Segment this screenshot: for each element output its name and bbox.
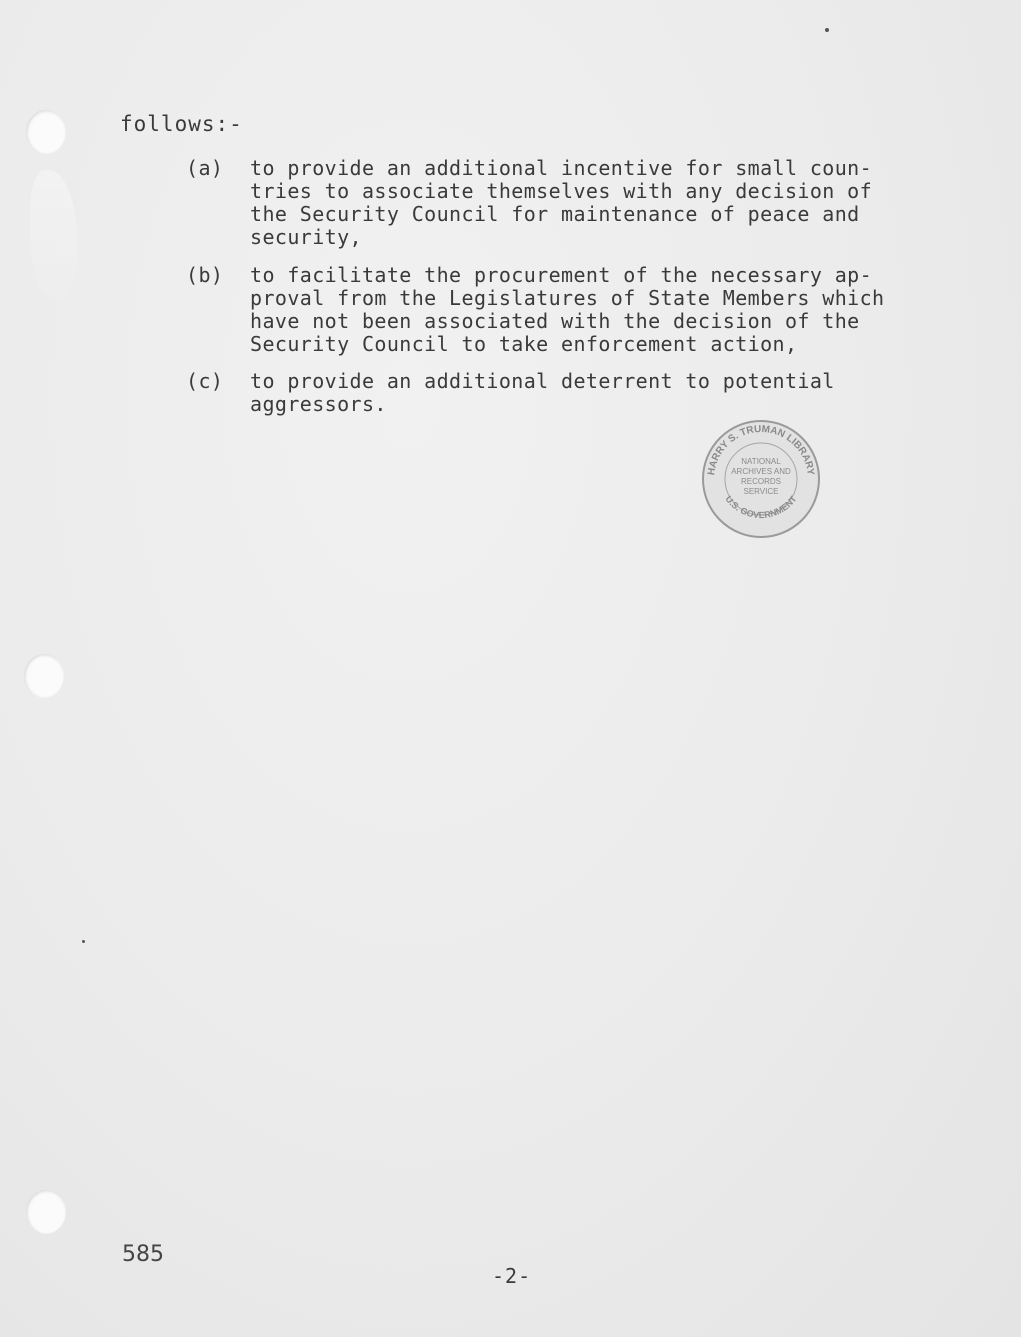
stamp-inner-line: NATIONAL: [741, 457, 781, 466]
document-number: 585: [122, 1242, 164, 1267]
opening-text: follows:-: [120, 112, 243, 136]
stamp-inner-line: SERVICE: [743, 487, 779, 496]
paper-speck: [82, 940, 85, 943]
paper-speck: [825, 28, 829, 32]
list-item-marker: (a): [186, 156, 224, 180]
stamp-inner-line: RECORDS: [740, 477, 782, 486]
stamp-outer-text: HARRY S. TRUMAN LIBRARY: [706, 423, 816, 476]
archive-stamp: [700, 418, 822, 540]
text-line: the Security Council for maintenance of peace and: [250, 202, 860, 226]
text-line: to provide an additional incentive for small coun-: [250, 156, 873, 180]
text-line: have not been associated with the decision of the: [250, 309, 860, 333]
list-item-text: [250, 264, 930, 356]
list-item-text: [250, 157, 930, 249]
punch-hole-bottom: [26, 1190, 66, 1234]
text-line: Security Council to take enforcement action,: [250, 332, 798, 356]
punch-hole-middle: [24, 654, 64, 698]
list-item-text: [250, 370, 930, 416]
list-item-marker: (b): [186, 263, 224, 287]
page-number: -2-: [492, 1264, 532, 1288]
text-line: tries to associate themselves with any decision of: [250, 179, 873, 203]
text-line: security,: [250, 225, 362, 249]
list-item-marker: (c): [186, 369, 224, 393]
stamp-inner-line: ARCHIVES AND: [731, 467, 791, 476]
text-line: proval from the Legislatures of State Members which: [250, 286, 885, 310]
text-line: to provide an additional deterrent to potential: [250, 369, 835, 393]
text-line: to facilitate the procurement of the necessary ap-: [250, 263, 873, 287]
stamp-bottom-text: U.S. GOVERNMENT: [723, 493, 799, 521]
paper-tear-mark: [30, 170, 78, 300]
text-line: aggressors.: [250, 392, 387, 416]
punch-hole-top: [26, 110, 66, 154]
